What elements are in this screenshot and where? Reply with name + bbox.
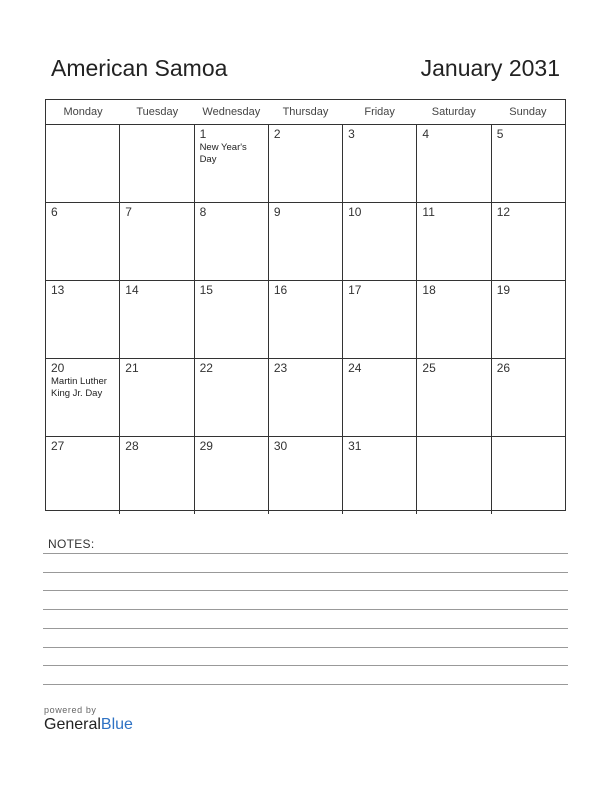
day-cell	[269, 203, 343, 280]
weekday-wednesday: Wednesday	[202, 106, 261, 118]
day-number: 28	[125, 439, 139, 453]
day-cell	[269, 281, 343, 358]
country-title: American Samoa	[51, 55, 228, 81]
day-number: 13	[51, 283, 65, 297]
footer-logo	[44, 705, 133, 734]
day-number: 20	[51, 361, 65, 375]
day-cell	[343, 125, 417, 202]
day-number: 4	[422, 127, 430, 141]
day-number: 11	[422, 205, 435, 219]
holiday-label: New Year's Day	[199, 142, 247, 165]
day-cell	[492, 281, 565, 358]
day-cell	[195, 203, 269, 280]
note-line	[43, 665, 568, 666]
note-line	[43, 647, 568, 648]
day-number: 15	[199, 283, 213, 297]
day-cell	[417, 437, 491, 514]
day-cell	[343, 359, 417, 436]
day-number: 9	[273, 205, 281, 219]
day-number: 19	[496, 283, 511, 297]
day-cell	[492, 125, 565, 202]
day-cell	[269, 125, 343, 202]
day-cell	[120, 437, 194, 514]
day-number: 17	[348, 283, 362, 297]
day-cell	[195, 359, 269, 436]
day-cell	[46, 359, 120, 436]
day-number: 12	[496, 205, 511, 219]
month-year-title: January 2031	[420, 55, 560, 81]
day-number: 10	[348, 205, 362, 219]
day-number: 21	[125, 361, 139, 375]
day-number: 24	[348, 361, 362, 375]
day-cell	[120, 359, 194, 436]
note-line	[43, 684, 568, 685]
day-number: 27	[51, 439, 65, 453]
day-number: 6	[51, 205, 58, 219]
weekday-header-row	[46, 100, 565, 125]
weekday-sunday: Sunday	[509, 106, 547, 118]
day-number: 18	[422, 283, 436, 297]
day-number: 31	[348, 439, 362, 453]
day-number: 14	[125, 283, 139, 297]
day-number: 22	[199, 361, 213, 375]
weekday-saturday: Saturday	[431, 106, 476, 118]
day-cell	[46, 437, 120, 514]
day-cell	[195, 125, 269, 202]
note-line	[43, 590, 568, 591]
day-cell	[120, 203, 194, 280]
brand-general: General	[44, 716, 101, 733]
day-cell	[120, 281, 194, 358]
weekday-monday: Monday	[63, 106, 103, 118]
day-cell	[492, 203, 565, 280]
brand-blue: Blue	[100, 716, 133, 733]
day-number: 2	[273, 127, 281, 141]
day-cell	[343, 437, 417, 514]
week-row	[46, 281, 565, 359]
day-number: 26	[496, 361, 511, 375]
day-number: 7	[125, 205, 132, 219]
day-cell	[120, 125, 194, 202]
day-cell	[417, 359, 491, 436]
weekday-tuesday: Tuesday	[136, 106, 179, 118]
weekday-friday: Friday	[364, 106, 395, 118]
day-cell	[46, 125, 120, 202]
calendar-grid	[45, 99, 566, 511]
day-cell	[492, 359, 565, 436]
day-cell	[343, 203, 417, 280]
day-cell	[343, 281, 417, 358]
holiday-label: Martin Luther King Jr. Day	[51, 376, 107, 399]
week-row	[46, 359, 565, 437]
weekday-thursday: Thursday	[282, 106, 329, 118]
day-cell	[492, 437, 565, 514]
day-cell	[417, 203, 491, 280]
day-number: 29	[199, 439, 213, 453]
week-row	[46, 203, 565, 281]
day-cell	[269, 359, 343, 436]
week-row	[46, 125, 565, 203]
day-number: 1	[199, 127, 207, 141]
day-cell	[195, 281, 269, 358]
notes-label: NOTES:	[48, 537, 95, 551]
powered-by-text: powered by	[44, 705, 97, 715]
day-cell	[417, 281, 491, 358]
week-row	[46, 437, 565, 514]
day-cell	[46, 203, 120, 280]
brand-logo	[44, 716, 133, 734]
day-number: 5	[496, 127, 504, 141]
calendar-weeks	[46, 125, 565, 514]
day-number: 8	[199, 205, 207, 219]
day-number: 3	[348, 127, 355, 141]
day-cell	[46, 281, 120, 358]
day-cell	[417, 125, 491, 202]
day-number: 25	[422, 361, 436, 375]
day-cell	[269, 437, 343, 514]
note-line	[43, 553, 568, 554]
day-number: 16	[273, 283, 288, 297]
note-line	[43, 572, 568, 573]
note-line	[43, 609, 568, 610]
day-cell	[195, 437, 269, 514]
day-number: 30	[273, 439, 288, 453]
note-line	[43, 628, 568, 629]
day-number: 23	[273, 361, 288, 375]
